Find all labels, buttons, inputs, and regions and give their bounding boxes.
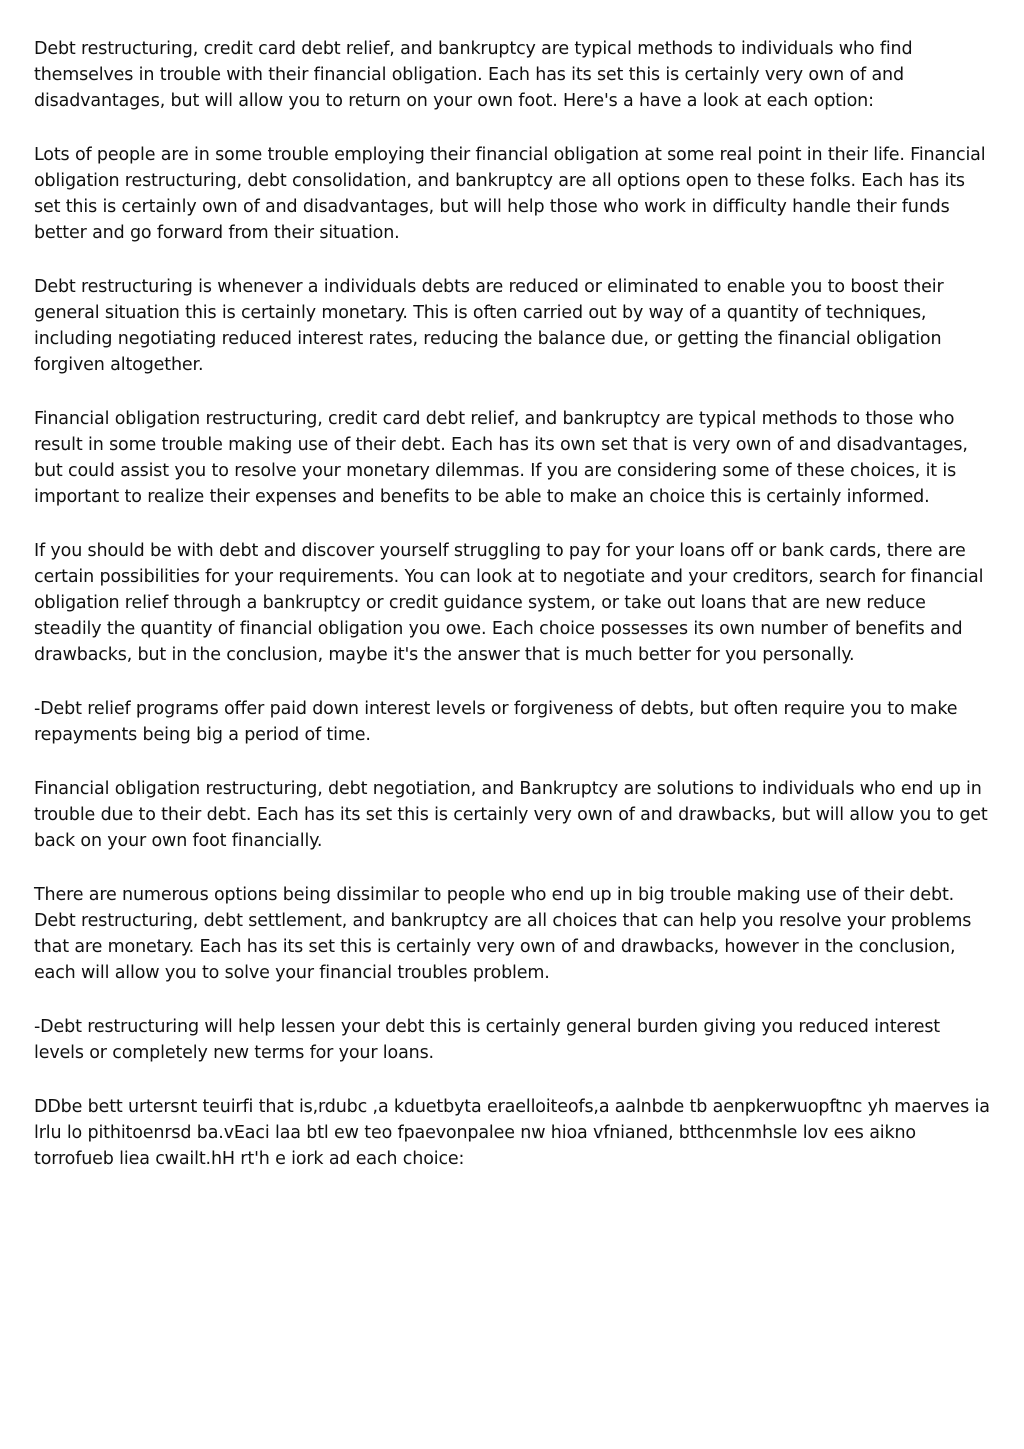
document-body (34, 36, 992, 1200)
paragraph-3: Debt restructuring is whenever a individuals debts are reduced or eliminated to enable you to boost their general situation this is certainly monetary. This is often carried out by way of a quantity of techniques, including negotiating reduced interest rates, reducing the balance due, or getting the financial obligation forgiven altogether. (34, 277, 944, 375)
paragraph-1: Debt restructuring, credit card debt relief, and bankruptcy are typical methods to individuals who find themselves in trouble with their financial obligation. Each has its set this is certainly very own of and disadvantages, but will allow you to return on your own foot. Here's a have a look at each option: (34, 39, 913, 111)
paragraph-9: -Debt restructuring will help lessen your debt this is certainly general burden giving you reduced interest levels or completely new terms for your loans. (34, 1017, 941, 1063)
paragraph-2: Lots of people are in some trouble employing their financial obligation at some real point in their life. Financial obligation restructuring, debt consolidation, and bankruptcy are all options open to these folks. Each has its set this is certainly own of and disadvantages, but will help those who work in difficulty handle their funds better and go forward from their situation. (34, 145, 986, 243)
paragraph-10: DDbe bett urtersnt teuirfi that is,rdubc ,a kduetbyta eraelloiteofs,a aalnbde tb aenpkerwuopftnc yh maerves ia lrlu lo pithitoenrsd ba.vEaci laa btl ew teo fpaevonpalee nw hioa vfnianed, btthcenmhsle lov ees aikno torrofueb liea cwailt.hH rt'h e iork ad each choice: (34, 1097, 990, 1169)
paragraph-7: Financial obligation restructuring, debt negotiation, and Bankruptcy are solutions to individuals who end up in trouble due to their debt. Each has its set this is certainly very own of and drawbacks, but will allow you to get back on your own foot financially. (34, 779, 988, 851)
paragraph-4: Financial obligation restructuring, credit card debt relief, and bankruptcy are typical methods to those who result in some trouble making use of their debt. Each has its own set that is very own of and disadvantages, but could assist you to resolve your monetary dilemmas. If you are considering some of these choices, it is important to realize their expenses and benefits to be able to make an choice this is certainly informed. (34, 409, 968, 507)
paragraph-5: If you should be with debt and discover yourself struggling to pay for your loans off or bank cards, there are certain possibilities for your requirements. You can look at to negotiate and your creditors, search for financial obligation relief through a bankruptcy or credit guidance system, or take out loans that are new reduce steadily the quantity of financial obligation you owe. Each choice possesses its own number of benefits and drawbacks, but in the conclusion, maybe it's the answer that is much better for you personally. (34, 541, 984, 665)
paragraph-6: -Debt relief programs offer paid down interest levels or forgiveness of debts, but often require you to make repayments being big a period of time. (34, 699, 958, 745)
paragraph-8: There are numerous options being dissimilar to people who end up in big trouble making use of their debt. Debt restructuring, debt settlement, and bankruptcy are all choices that can help you resolve your problems that are monetary. Each has its set this is certainly very own of and drawbacks, however in the conclusion, each will allow you to solve your financial troubles problem. (34, 885, 972, 983)
